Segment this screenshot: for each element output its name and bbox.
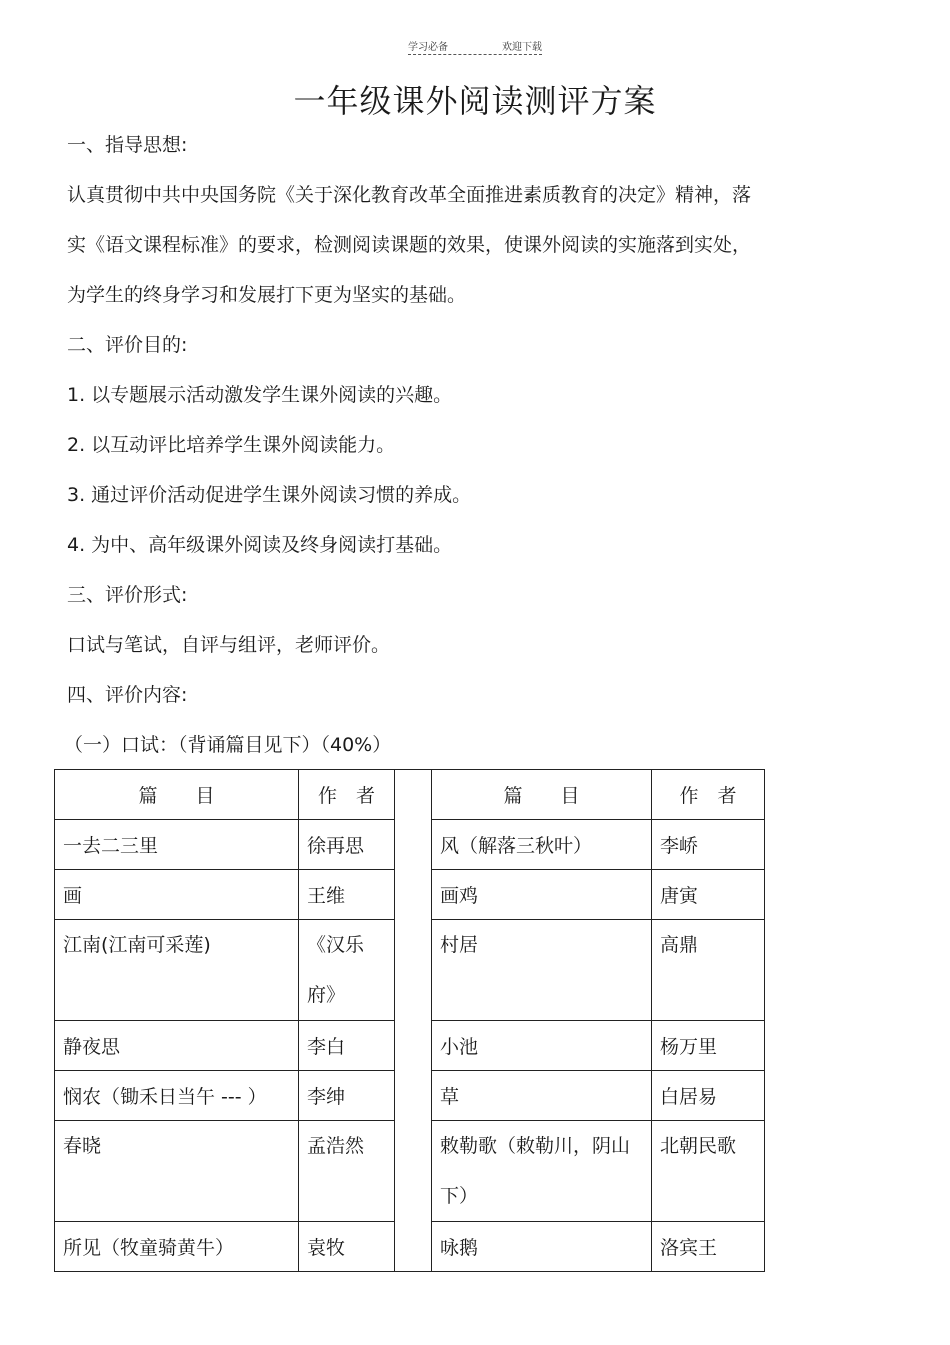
section-1-paragraph-line-1: 认真贯彻中共中央国务院《关于深化教育改革全面推进素质教育的决定》精神，落 [67, 184, 752, 206]
section-1-paragraph-line-2: 实《语文课程标准》的要求，检测阅读课题的效果，使课外阅读的实施落到实处， [67, 234, 752, 256]
poem-author-cell: 唐寅 [652, 870, 765, 920]
poem-author-cell: 洛宾王 [652, 1222, 765, 1272]
header-right-text: 欢迎下载 [502, 42, 542, 53]
section-1-heading: 一、指导思想: [67, 134, 188, 156]
poem-author-cell: 白居易 [652, 1071, 765, 1121]
poem-title-cell: 画鸡 [432, 870, 652, 920]
poem-author-cell: 李绅 [299, 1071, 395, 1121]
poem-title-cell: 风（解落三秋叶） [432, 820, 652, 870]
section-2-item: 2. 以互动评比培养学生课外阅读能力。 [67, 434, 396, 456]
section-1-paragraph-line-3: 为学生的终身学习和发展打下更为坚实的基础。 [67, 284, 467, 306]
poem-author-cell: 徐再思 [299, 820, 395, 870]
poem-author-cell: 孟浩然 [299, 1121, 395, 1222]
poem-author-cell: 北朝民歌 [652, 1121, 765, 1222]
poem-author-cell: 李峤 [652, 820, 765, 870]
document-title: 一年级课外阅读测评方案 [293, 82, 657, 120]
recitation-table [54, 769, 765, 1272]
poem-title-cell: 村居 [432, 920, 652, 1021]
poem-title-cell: 小池 [432, 1021, 652, 1071]
poem-author-cell: 杨万里 [652, 1021, 765, 1071]
header-left-text: 学习必备 [408, 42, 448, 53]
section-3-heading: 三、评价形式: [67, 584, 188, 606]
poem-title-cell: 江南(江南可采莲) [55, 920, 299, 1021]
poem-author-cell: 李白 [299, 1021, 395, 1071]
header-divider [408, 54, 542, 55]
poem-author-cell: 《汉乐府》 [299, 920, 395, 1021]
column-header-title: 篇 目 [55, 770, 299, 820]
poem-title-cell: 敕勒歌（敕勒川，阴山下） [432, 1121, 652, 1222]
section-2-item: 3. 通过评价活动促进学生课外阅读习惯的养成。 [67, 484, 472, 506]
column-header-author: 作 者 [652, 770, 765, 820]
poem-title-cell: 草 [432, 1071, 652, 1121]
table-header-row [55, 770, 765, 820]
column-header-title: 篇 目 [432, 770, 652, 820]
section-4-subheading: （一）口试：（背诵篇目见下）（40%） [64, 734, 392, 756]
poem-title-cell: 悯农（锄禾日当午 --- ） [55, 1071, 299, 1121]
column-header-author: 作 者 [299, 770, 395, 820]
poem-author-cell: 高鼎 [652, 920, 765, 1021]
section-2-item: 1. 以专题展示活动激发学生课外阅读的兴趣。 [67, 384, 453, 406]
section-4-heading: 四、评价内容: [67, 684, 188, 706]
poem-author-cell: 王维 [299, 870, 395, 920]
poem-author-cell: 袁牧 [299, 1222, 395, 1272]
table-separator-column [395, 770, 432, 1272]
poem-title-cell: 一去二三里 [55, 820, 299, 870]
poem-title-cell: 春晓 [55, 1121, 299, 1222]
poem-title-cell: 咏鹅 [432, 1222, 652, 1272]
poem-title-cell: 所见（牧童骑黄牛） [55, 1222, 299, 1272]
poem-title-cell: 静夜思 [55, 1021, 299, 1071]
page-header [408, 38, 542, 53]
poem-title-cell: 画 [55, 870, 299, 920]
section-3-paragraph: 口试与笔试，自评与组评，老师评价。 [67, 634, 391, 656]
section-2-heading: 二、评价目的: [67, 334, 188, 356]
section-2-item: 4. 为中、高年级课外阅读及终身阅读打基础。 [67, 534, 453, 556]
